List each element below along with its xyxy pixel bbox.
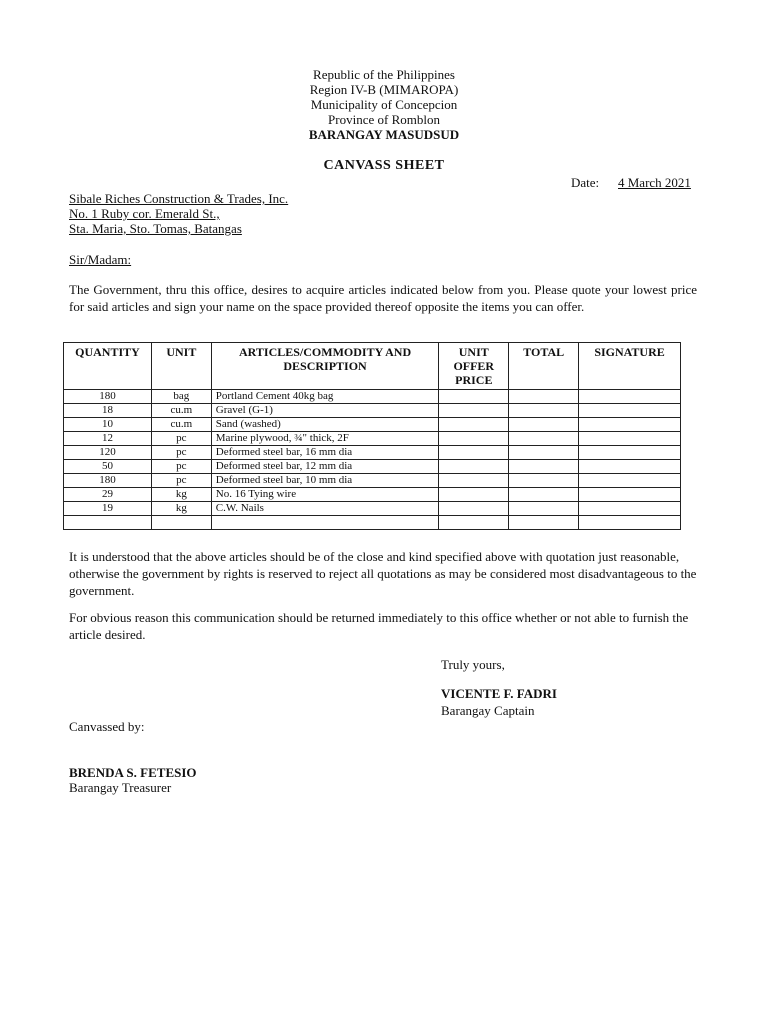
table-row	[64, 474, 681, 488]
cell-total	[509, 488, 579, 502]
cell-total	[509, 390, 579, 404]
cell-signature	[579, 516, 681, 530]
header-region: Region IV-B (MIMAROPA)	[309, 82, 459, 97]
cell-quantity: 50	[64, 460, 152, 474]
table-row	[64, 446, 681, 460]
canvassed-by-label: Canvassed by:	[69, 719, 145, 734]
cell-signature	[579, 418, 681, 432]
cell-description: Sand (washed)	[211, 418, 439, 432]
page-title: CANVASS SHEET	[323, 158, 445, 173]
cell-unit: pc	[151, 460, 211, 474]
cell-description: Deformed steel bar, 16 mm dia	[211, 446, 439, 460]
header-republic: Republic of the Philippines	[313, 67, 455, 82]
closing: Truly yours,	[441, 657, 505, 672]
cell-description: Deformed steel bar, 10 mm dia	[211, 474, 439, 488]
cell-unit-offer-price	[439, 404, 509, 418]
cell-total	[509, 418, 579, 432]
recipient-street: No. 1 Ruby cor. Emerald St.,	[69, 206, 220, 221]
return-paragraph: For obvious reason this communication should be returned immediately to this office whether or not able to furnish the article desired.	[69, 610, 689, 642]
cell-quantity: 18	[64, 404, 152, 418]
cell-description: Gravel (G-1)	[211, 404, 439, 418]
cell-unit: pc	[151, 446, 211, 460]
cell-description	[211, 516, 439, 530]
cell-signature	[579, 460, 681, 474]
recipient-company: Sibale Riches Construction & Trades, Inc.	[69, 191, 289, 206]
cell-total	[509, 460, 579, 474]
date-label: Date:	[571, 175, 600, 190]
cell-unit-offer-price	[439, 446, 509, 460]
cell-signature	[579, 446, 681, 460]
cell-quantity: 180	[64, 390, 152, 404]
cell-quantity: 29	[64, 488, 152, 502]
table-row	[64, 488, 681, 502]
terms-paragraph: It is understood that the above articles should be of the close and kind specified above with quotation just reasonable, otherwise the government by rights is reserved to reject all quotations as may be considered most disadvantageous to the government.	[69, 549, 697, 598]
col-unit-offer-price: UNIT OFFER PRICE	[439, 343, 509, 390]
cell-unit-offer-price	[439, 390, 509, 404]
table-row	[64, 460, 681, 474]
cell-unit: pc	[151, 474, 211, 488]
cell-description: Portland Cement 40kg bag	[211, 390, 439, 404]
cell-unit: cu.m	[151, 404, 211, 418]
cell-signature	[579, 502, 681, 516]
table-row	[64, 516, 681, 530]
table-row	[64, 502, 681, 516]
cell-unit: kg	[151, 488, 211, 502]
cell-unit-offer-price	[439, 418, 509, 432]
cell-quantity: 12	[64, 432, 152, 446]
captain-name: VICENTE F. FADRI	[441, 686, 557, 701]
date-value: 4 March 2021	[618, 175, 691, 190]
cell-unit: bag	[151, 390, 211, 404]
cell-unit-offer-price	[439, 460, 509, 474]
salutation: Sir/Madam:	[69, 252, 132, 267]
cell-total	[509, 516, 579, 530]
col-unit: UNIT	[151, 343, 211, 390]
table-row	[64, 418, 681, 432]
cell-signature	[579, 432, 681, 446]
cell-description: Marine plywood, ¾" thick, 2F	[211, 432, 439, 446]
cell-description: C.W. Nails	[211, 502, 439, 516]
col-total: TOTAL	[509, 343, 579, 390]
cell-signature	[579, 488, 681, 502]
cell-unit: kg	[151, 502, 211, 516]
col-signature: SIGNATURE	[579, 343, 681, 390]
header-municipality: Municipality of Concepcion	[310, 97, 458, 112]
cell-signature	[579, 404, 681, 418]
cell-total	[509, 502, 579, 516]
header-barangay: BARANGAY MASUDSUD	[308, 127, 460, 142]
col-quantity: QUANTITY	[64, 343, 152, 390]
canvass-table	[63, 342, 681, 530]
treasurer-title: Barangay Treasurer	[69, 780, 172, 795]
cell-unit: pc	[151, 432, 211, 446]
cell-total	[509, 474, 579, 488]
cell-description: No. 16 Tying wire	[211, 488, 439, 502]
cell-total	[509, 446, 579, 460]
intro-paragraph: The Government, thru this office, desires to acquire articles indicated below from you. Please quote your lowest price for said articles and sign your name on the space provided thereof opposite the items you can offer.	[69, 282, 697, 314]
cell-quantity: 120	[64, 446, 152, 460]
cell-total	[509, 404, 579, 418]
cell-unit-offer-price	[439, 516, 509, 530]
table-row	[64, 404, 681, 418]
table-row	[64, 390, 681, 404]
cell-unit	[151, 516, 211, 530]
cell-unit-offer-price	[439, 502, 509, 516]
cell-signature	[579, 390, 681, 404]
cell-total	[509, 432, 579, 446]
cell-quantity: 19	[64, 502, 152, 516]
header-province: Province of Romblon	[328, 112, 440, 127]
recipient-city: Sta. Maria, Sto. Tomas, Batangas	[69, 221, 242, 236]
cell-quantity: 10	[64, 418, 152, 432]
cell-unit-offer-price	[439, 488, 509, 502]
cell-quantity	[64, 516, 152, 530]
cell-description: Deformed steel bar, 12 mm dia	[211, 460, 439, 474]
treasurer-name: BRENDA S. FETESIO	[69, 765, 197, 780]
cell-unit: cu.m	[151, 418, 211, 432]
col-articles: ARTICLES/COMMODITY AND DESCRIPTION	[211, 343, 439, 390]
cell-signature	[579, 474, 681, 488]
table-row	[64, 432, 681, 446]
cell-unit-offer-price	[439, 474, 509, 488]
table-header-row	[64, 343, 681, 390]
captain-title: Barangay Captain	[441, 703, 535, 718]
cell-unit-offer-price	[439, 432, 509, 446]
cell-quantity: 180	[64, 474, 152, 488]
